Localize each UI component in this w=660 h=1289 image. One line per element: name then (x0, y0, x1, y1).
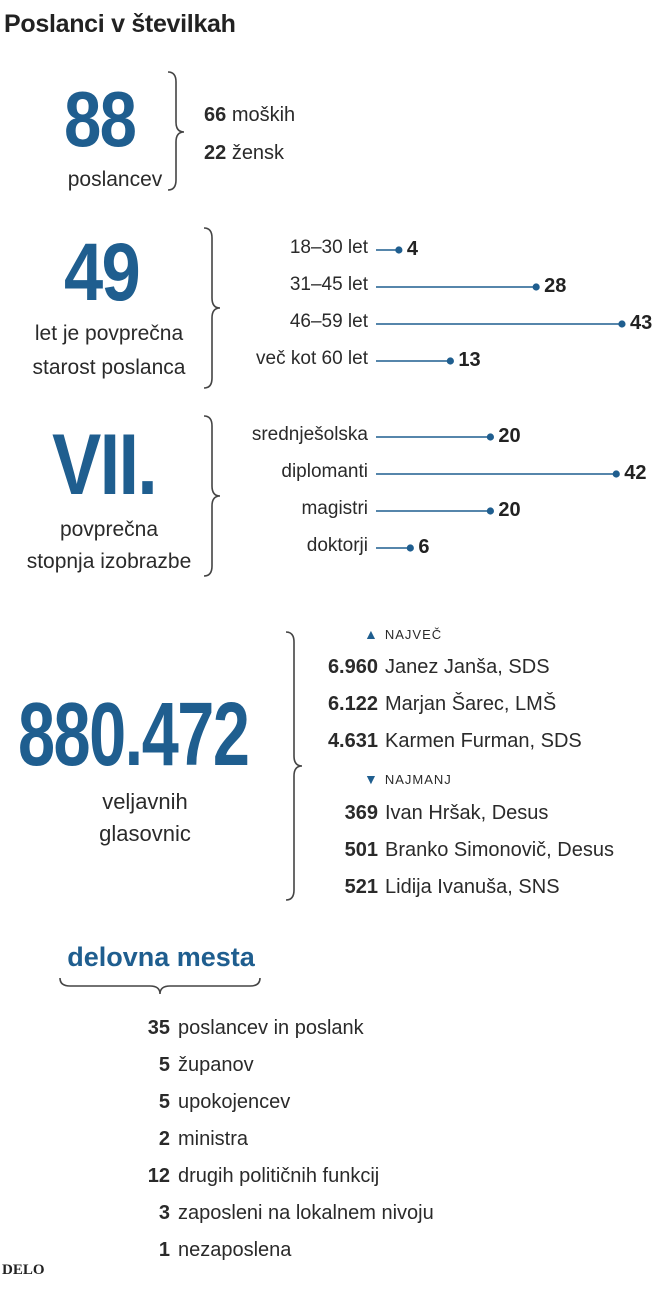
job-label: poslancev in poslank (178, 1017, 364, 1039)
job-label: nezaposlena (178, 1239, 292, 1261)
vote-row (310, 656, 550, 679)
job-count: 1 (158, 1239, 170, 1261)
women-number: 22 (204, 142, 227, 164)
job-row (128, 1165, 379, 1188)
age-value-label: 28 (544, 275, 567, 297)
job-row (128, 1128, 248, 1151)
job-label: zaposleni na lokalnem nivoju (178, 1202, 434, 1224)
age-category-label: 18–30 let (289, 237, 368, 258)
votes-brace (282, 630, 312, 904)
edu-bar-dot (487, 507, 494, 514)
age-bar-dot (395, 246, 402, 253)
age-caption-2: starost poslanca (32, 356, 186, 379)
job-row (128, 1054, 254, 1077)
mps-total: 88 (64, 75, 136, 163)
education-caption-1: povprečna (59, 518, 159, 541)
job-row (128, 1091, 290, 1114)
vote-count: 6.122 (327, 693, 378, 715)
jobs-title: delovna mesta (67, 942, 255, 972)
job-count: 5 (158, 1054, 170, 1076)
age-value-label: 43 (629, 312, 653, 334)
triangle-up-icon: ▲ (364, 626, 379, 642)
edu-category-label: diplomanti (281, 461, 368, 482)
edu-category-label: srednješolska (251, 424, 368, 445)
votes-caption-2: glasovnic (99, 821, 191, 846)
vote-count: 369 (344, 802, 378, 824)
age-bar-dot (533, 283, 540, 290)
candidate-name: Branko Simonovič, Desus (385, 839, 614, 861)
triangle-down-icon: ▼ (364, 771, 379, 787)
vote-row (310, 802, 548, 825)
edu-category-label: magistri (301, 498, 368, 519)
women-label: žensk (231, 142, 285, 164)
candidate-name: Marjan Šarec, LMŠ (385, 693, 557, 715)
vote-count: 521 (344, 876, 378, 898)
edu-category-label: doktorji (306, 535, 368, 556)
mps-caption: poslancev (67, 168, 163, 191)
age-bar-dot (447, 357, 454, 364)
candidate-name: Janez Janša, SDS (385, 656, 550, 678)
most-votes-heading (364, 626, 442, 642)
job-label: upokojencev (178, 1091, 291, 1113)
least-votes-label: NAJMANJ (384, 772, 452, 787)
job-row (128, 1239, 291, 1262)
age-category-label: 46–59 let (289, 311, 368, 332)
votes-big: 880.472 (18, 685, 249, 785)
candidate-name: Ivan Hršak, Desus (385, 802, 549, 824)
edu-bar-dot (487, 433, 494, 440)
edu-bar-dot (613, 470, 620, 477)
job-row (128, 1017, 364, 1040)
job-count: 12 (147, 1165, 170, 1187)
candidate-name: Karmen Furman, SDS (385, 730, 582, 752)
education-caption-2: stopnja izobrazbe (26, 550, 192, 573)
vote-row (310, 730, 582, 753)
vote-row (310, 693, 556, 716)
vote-row (310, 876, 560, 899)
age-bar-dot (618, 320, 625, 327)
edu-bar-dot (407, 544, 414, 551)
edu-value-label: 20 (498, 425, 521, 447)
age-value-label: 4 (406, 238, 418, 260)
page-title: Poslanci v številkah (4, 10, 236, 38)
vote-count: 4.631 (327, 730, 378, 752)
votes-caption-1: veljavnih (102, 789, 188, 814)
candidate-name: Lidija Ivanuša, SNS (385, 876, 560, 898)
edu-value-label: 20 (498, 499, 521, 521)
edu-value-label: 6 (418, 536, 430, 558)
men-label: moških (231, 104, 296, 126)
job-count: 2 (158, 1128, 170, 1150)
age-big: 49 (64, 227, 140, 318)
vote-row (310, 839, 614, 862)
most-votes-label: NAJVEČ (384, 627, 443, 642)
job-count: 5 (158, 1091, 170, 1113)
job-label: ministra (178, 1128, 249, 1150)
job-count: 3 (158, 1202, 170, 1224)
jobs-brace (58, 976, 264, 998)
job-label: drugih političnih funkcij (178, 1165, 380, 1187)
edu-value-label: 42 (624, 462, 647, 484)
age-category-label: 31–45 let (289, 274, 368, 295)
age-caption-1: let je povprečna (34, 322, 184, 345)
job-label: županov (178, 1054, 254, 1076)
delo-logo: DELO (2, 1262, 45, 1278)
vote-count: 501 (344, 839, 378, 861)
men-number: 66 (204, 104, 227, 126)
age-category-label: več kot 60 let (256, 348, 368, 369)
job-count: 35 (147, 1017, 170, 1039)
education-big: VII. (52, 417, 157, 513)
vote-count: 6.960 (327, 656, 378, 678)
age-value-label: 13 (458, 349, 481, 371)
least-votes-heading (364, 771, 452, 787)
job-row (128, 1202, 434, 1225)
